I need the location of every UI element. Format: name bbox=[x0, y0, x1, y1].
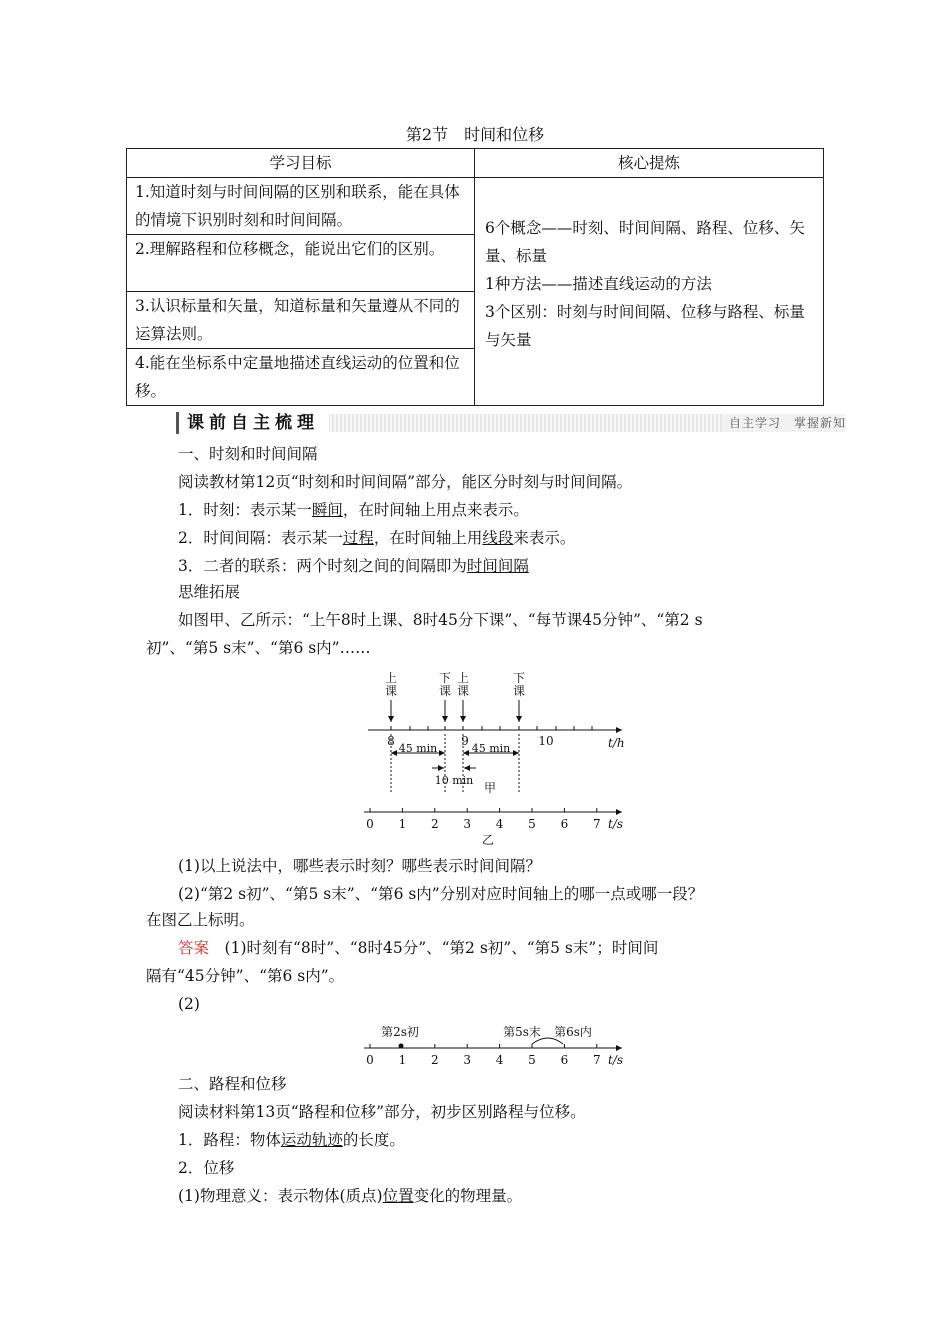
yi-tick-label-0: 0 bbox=[366, 817, 374, 831]
example-line-2: 初”、“第5 s末”、“第6 s内”…… bbox=[146, 639, 371, 657]
question-2-line-1: (2)“第2 s初”、“第5 s末”、“第6 s内”分别对应时间轴上的哪一点或哪一段？ bbox=[178, 885, 704, 903]
axis-label-jia: t/h bbox=[608, 736, 625, 750]
keyword-instant: 瞬间 bbox=[311, 501, 343, 519]
mark-5s-end: 第5s末 bbox=[503, 1025, 541, 1039]
question-1: (1)以上说法中，哪些表示时刻？哪些表示时间间隔？ bbox=[178, 857, 541, 875]
label-class-start-1b: 课 bbox=[384, 684, 398, 698]
section2-heading: 二、路程和位移 bbox=[178, 1075, 287, 1093]
caption-yi: 乙 bbox=[481, 833, 495, 847]
gap-label: 10 min bbox=[434, 774, 474, 787]
keyword-process: 过程 bbox=[342, 529, 374, 547]
answer-line-1: 答案 (1)时刻有“8时”、“8时45分”、“第2 s初”、“第5 s末”；时间间 bbox=[178, 939, 659, 957]
answer-tick-label-2: 2 bbox=[430, 1053, 439, 1067]
core-summary bbox=[475, 178, 824, 406]
banner-tag: 自主学习 掌握新知 bbox=[723, 414, 846, 432]
yi-tick-label-1: 1 bbox=[398, 817, 407, 831]
keyword-segment: 线段 bbox=[482, 529, 514, 547]
item-relation: 3．二者的联系：两个时刻之间的间隔即为时间间隔 bbox=[178, 557, 529, 575]
objectives-table bbox=[126, 148, 824, 406]
question-2-line-2: 在图乙上标明。 bbox=[146, 911, 255, 929]
item-displacement-meaning: (1)物理意义：表示物体(质点)位置变化的物理量。 bbox=[178, 1187, 523, 1205]
item-path: 1．路程：物体运动轨迹的长度。 bbox=[178, 1131, 405, 1149]
yi-tick-label-6: 6 bbox=[560, 817, 569, 831]
core-item-3: 3个区别：时刻与时间间隔、位移与路程、标量与矢量 bbox=[485, 303, 805, 349]
span-label-1: 45 min bbox=[398, 742, 438, 755]
span-label-2: 45 min bbox=[471, 742, 511, 755]
yi-tick-label-4: 4 bbox=[495, 817, 504, 831]
label-class-end-1a: 下 bbox=[438, 671, 452, 685]
extend-heading: 思维拓展 bbox=[178, 583, 241, 601]
tick-label-9: 9 bbox=[461, 734, 469, 748]
mark-2s-start: 第2s初 bbox=[381, 1025, 419, 1039]
answer-tick-label-1: 1 bbox=[398, 1053, 407, 1067]
yi-tick-label-7: 7 bbox=[592, 817, 601, 831]
answer-tick-label-5: 5 bbox=[528, 1053, 536, 1067]
item-displacement: 2．位移 bbox=[178, 1159, 235, 1177]
label-class-end-1b: 课 bbox=[438, 684, 452, 698]
figure-yi bbox=[360, 806, 630, 848]
section-banner bbox=[176, 412, 846, 434]
goal-1: 1.知道时刻与时间间隔的区别和联系，能在具体的情境下识别时刻和时间间隔。 bbox=[127, 178, 475, 235]
answer-tick-label-7: 7 bbox=[592, 1053, 601, 1067]
label-class-end-2a: 下 bbox=[512, 671, 526, 685]
section1-intro: 阅读教材第12页“时刻和时间间隔”部分，能区分时刻与时间间隔。 bbox=[178, 473, 633, 491]
yi-tick-label-5: 5 bbox=[528, 817, 536, 831]
answer-tick-label-0: 0 bbox=[366, 1053, 374, 1067]
keyword-time-interval: 时间间隔 bbox=[466, 557, 529, 575]
table-header-core: 核心提炼 bbox=[475, 149, 824, 178]
table-header-goals: 学习目标 bbox=[127, 149, 475, 178]
goal-3: 3.认识标量和矢量，知道标量和矢量遵从不同的运算法则。 bbox=[127, 292, 475, 349]
core-item-1: 6个概念——时刻、时间间隔、路程、位移、矢量、标量 bbox=[485, 219, 805, 265]
section1-heading: 一、时刻和时间间隔 bbox=[178, 445, 318, 463]
example-line-1: 如图甲、乙所示：“上午8时上课、8时45分下课”、“每节课45分钟”、“第2 s bbox=[178, 611, 703, 629]
keyword-position: 位置 bbox=[382, 1187, 414, 1205]
figure-answer bbox=[360, 1022, 630, 1070]
figure-jia bbox=[360, 668, 630, 798]
label-class-start-1a: 上 bbox=[384, 671, 398, 685]
axis-minor-ticks bbox=[391, 726, 592, 730]
yi-tick-label-2: 2 bbox=[430, 817, 439, 831]
answer-part-2: (2) bbox=[178, 995, 200, 1013]
answer-line-2: 隔有“45分钟”、“第6 s内”。 bbox=[146, 967, 345, 985]
axis-label-answer: t/s bbox=[608, 1053, 624, 1067]
goal-4: 4.能在坐标系中定量地描述直线运动的位置和位移。 bbox=[127, 349, 475, 406]
label-class-start-2a: 上 bbox=[456, 671, 470, 685]
core-item-2: 1种方法——描述直线运动的方法 bbox=[485, 275, 712, 293]
yi-tick-label-3: 3 bbox=[463, 817, 472, 831]
goal-2: 2.理解路程和位移概念，能说出它们的区别。 bbox=[127, 235, 475, 292]
label-class-end-2b: 课 bbox=[512, 684, 526, 698]
tick-label-8: 8 bbox=[387, 734, 395, 748]
label-class-start-2b: 课 bbox=[456, 684, 470, 698]
axis-label-yi: t/s bbox=[608, 817, 624, 831]
tick-label-10: 10 bbox=[538, 734, 554, 748]
item-moment: 1．时刻：表示某一瞬间，在时间轴上用点来表示。 bbox=[178, 501, 529, 519]
answer-tick-label-4: 4 bbox=[495, 1053, 504, 1067]
answer-label: 答案 bbox=[178, 939, 210, 957]
answer-tick-label-3: 3 bbox=[463, 1053, 472, 1067]
caption-jia: 甲 bbox=[483, 781, 497, 795]
section2-intro: 阅读材料第13页“路程和位移”部分，初步区别路程与位移。 bbox=[178, 1103, 586, 1121]
item-interval: 2．时间间隔：表示某一过程，在时间轴上用线段来表示。 bbox=[178, 529, 576, 547]
page-title: 第2节 时间和位移 bbox=[405, 125, 545, 144]
keyword-trajectory: 运动轨迹 bbox=[280, 1131, 343, 1149]
answer-tick-label-6: 6 bbox=[560, 1053, 569, 1067]
mark-6s-interval: 第6s内 bbox=[554, 1025, 592, 1039]
banner-heading: 课前自主梳理 bbox=[176, 412, 329, 434]
